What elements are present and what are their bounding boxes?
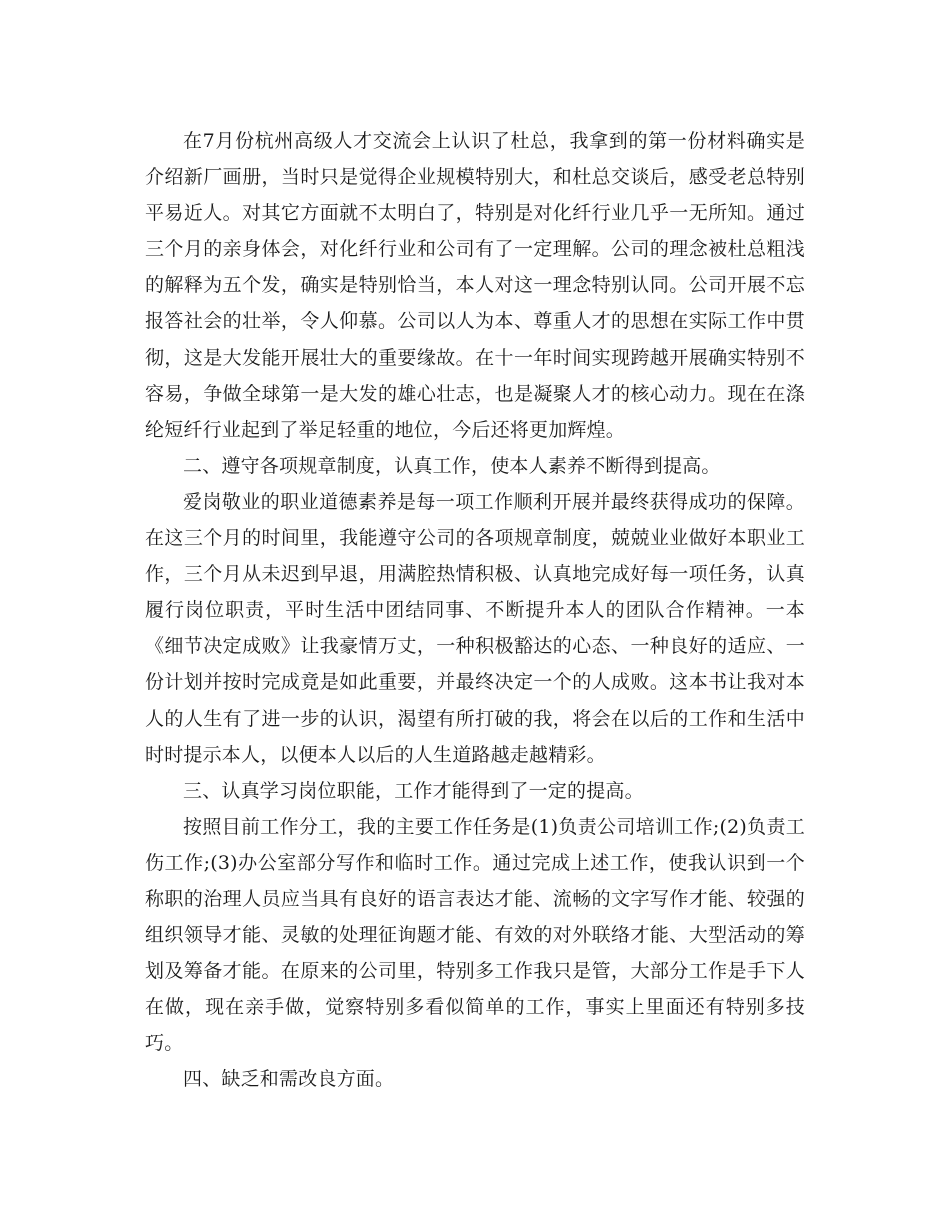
- paragraph-section-2: 爱岗敬业的职业道德素养是每一项工作顺利开展并最终获得成功的保障。在这三个月的时间里，我能遵守公司的各项规章制度，兢兢业业做好本职业工作，三个月从未迟到早退，用满腔热情积极、认真地完成好每一项任务，认真履行岗位职责，平时生活中团结同事、不断提升本人的团队合作精神。一本《细节决定成败》让我豪情万丈，一种积极豁达的心态、一种良好的适应、一份计划并按时完成竟是如此重要，并最终决定一个的人成败。这本书让我对本人的人生有了进一步的认识，渴望有所打破的我，将会在以后的工作和生活中时时提示本人，以便本人以后的人生道路越走越精彩。: [145, 490, 805, 766]
- paragraph-section-3: 按照目前工作分工，我的主要工作任务是(1)负责公司培训工作;(2)负责工伤工作;(3)办公室部分写作和临时工作。通过完成上述工作，使我认识到一个称职的治理人员应当具有良好的语言表达才能、流畅的文字写作才能、较强的组织领导才能、灵敏的处理征询题才能、有效的对外联络才能、大型活动的筹划及筹备才能。在原来的公司里，特别多工作我只是管，大部分工作是手下人在做，现在亲手做，觉察特别多看似简单的工作，事实上里面还有特别多技巧。: [145, 815, 805, 1055]
- document-body: [145, 123, 805, 1098]
- section-heading-3: 三、认真学习岗位职能，工作才能得到了一定的提高。: [183, 779, 644, 802]
- section-heading-2: 二、遵守各项规章制度，认真工作，使本人素养不断得到提高。: [183, 454, 721, 477]
- section-heading-4: 四、缺乏和需改良方面。: [183, 1068, 395, 1091]
- paragraph-intro: 在7月份杭州高级人才交流会上认识了杜总，我拿到的第一份材料确实是介绍新厂画册，当时只是觉得企业规模特别大，和杜总交谈后，感受老总特别平易近人。对其它方面就不太明白了，特别是对化纤行业几乎一无所知。通过三个月的亲身体会，对化纤行业和公司有了一定理解。公司的理念被杜总粗浅的解释为五个发，确实是特别恰当，本人对这一理念特别认同。公司开展不忘报答社会的壮举，令人仰慕。公司以人为本、尊重人才的思想在实际工作中贯彻，这是大发能开展壮大的重要缘故。在十一年时间实现跨越开展确实特别不容易，争做全球第一是大发的雄心壮志，也是凝聚人才的核心动力。现在在涤纶短纤行业起到了举足轻重的地位，今后还将更加辉煌。: [145, 130, 805, 441]
